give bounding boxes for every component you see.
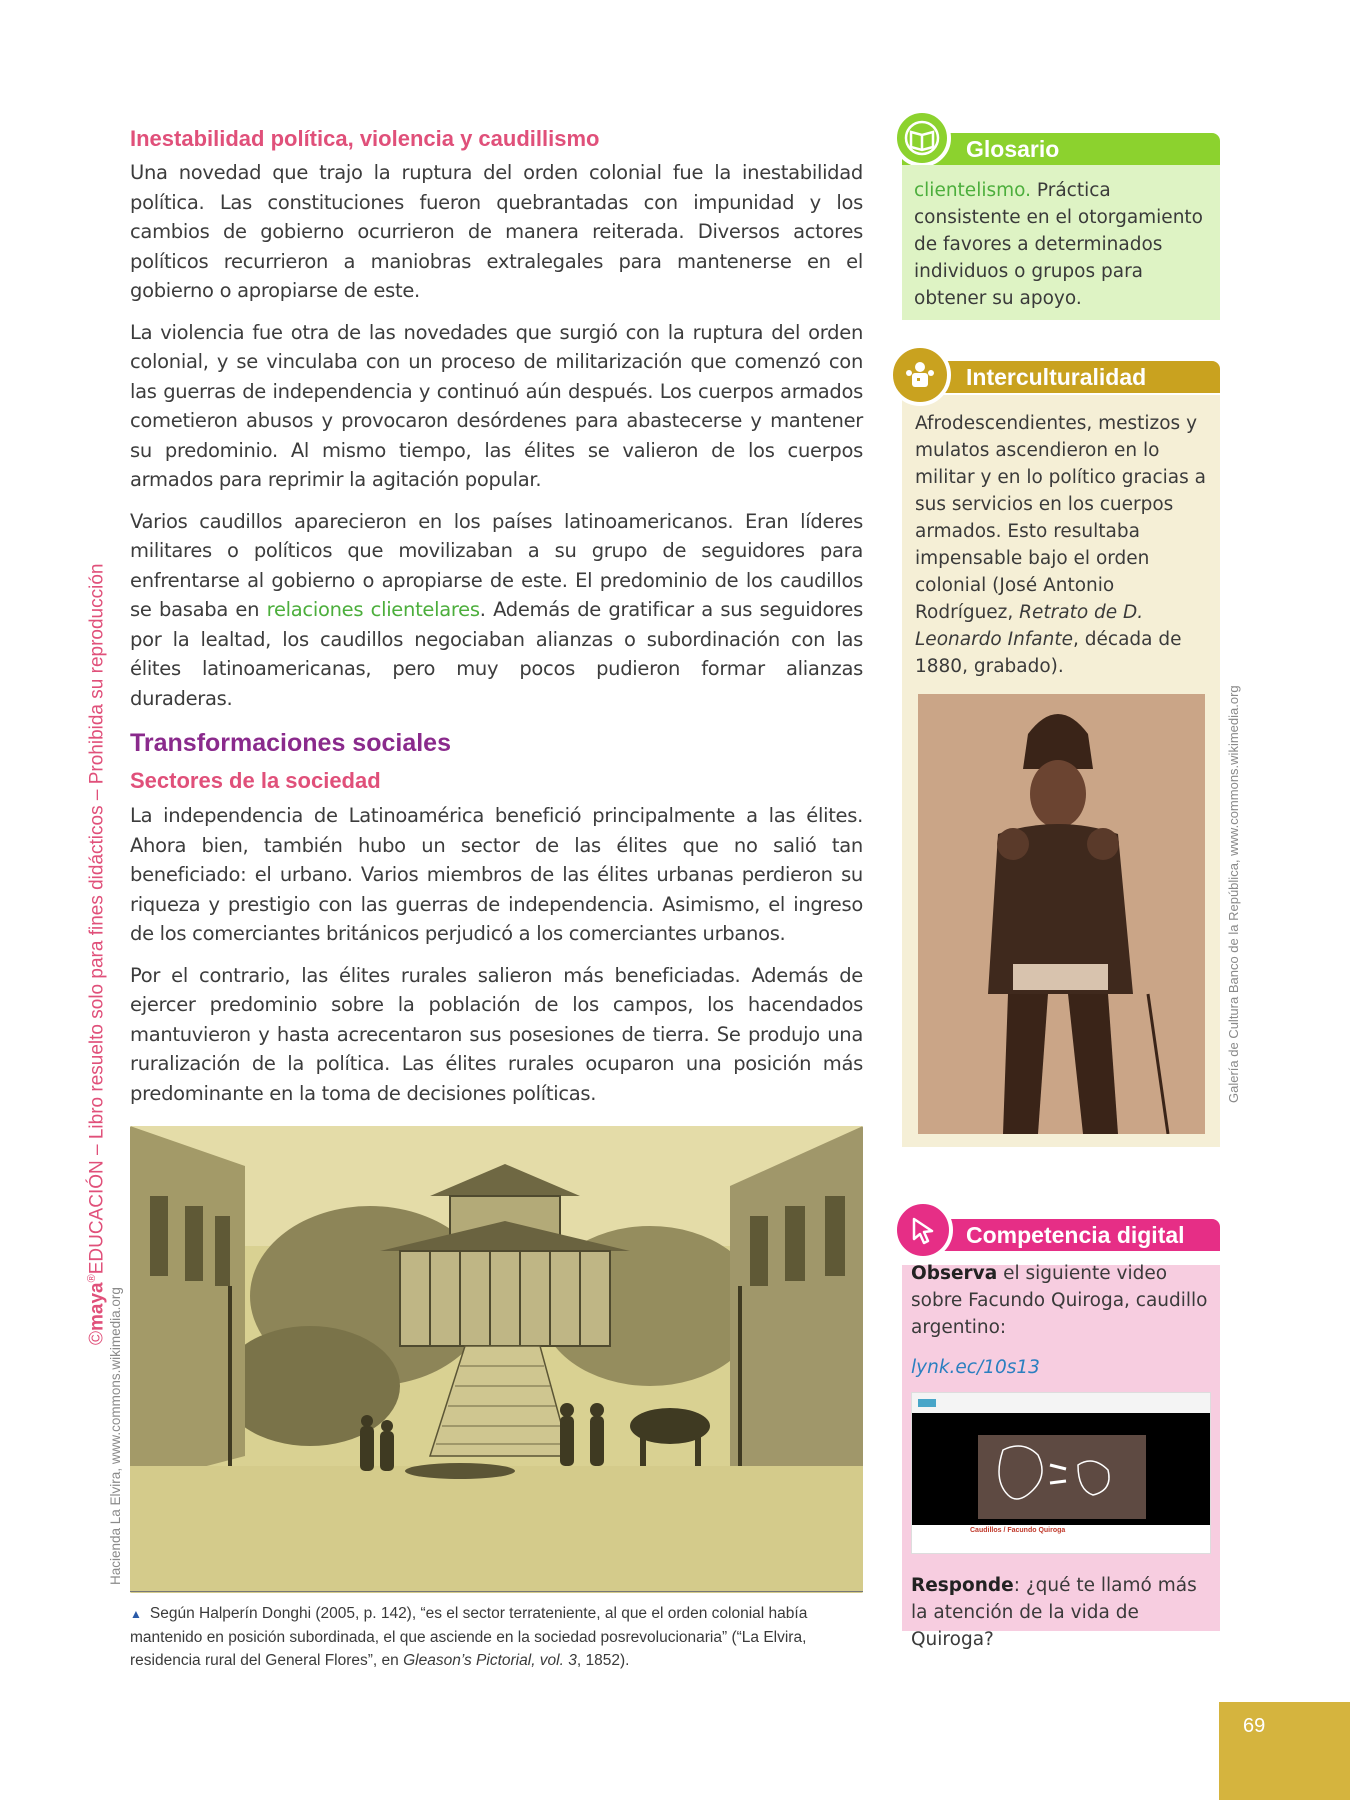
video-screenshot[interactable] [911, 1392, 1211, 1554]
paragraph: Varios caudillos aparecieron en los países latinoamericanos. Eran líderes militares o políticos que movilizaban a su grupo de seguidores para enfrentarse al gobierno o apropiarse de este. El predominio de los caudillos se basaba en relaciones clientelares. Además de gratificar a sus seguidores por la lealtad, los caudillos negociaban alianzas o subordinación con las élites latinoamericanas, pero muy pocos pudieron formar alianzas duraderas. [130, 509, 863, 710]
people-icon [889, 344, 951, 406]
paragraph: Por el contrario, las élites rurales salieron más beneficiadas. Además de ejercer predominio sobre la población de los campos, los hacendados mantuvieron y hasta acrecentaron sus posesiones de tierra. Se produjo una ruralización de la política. Las élites rurales ocuparon una posición más predominante en la toma de decisiones políticas. [130, 963, 863, 1105]
photo-credit: Hacienda La Elvira, www.commons.wikimedia.org [108, 1287, 123, 1585]
interculturalidad-text: Afrodescendientes, mestizos y mulatos ascendieron en lo militar y en lo político gracias a sus servicios en los cuerpos armados. Esto resultaba impensable bajo el orden colonial (José Antonio Rodríguez, Retrato de D. Leonardo Infante, década de 1880, grabado). [915, 413, 1206, 677]
competencia-title: Competencia digital [902, 1219, 1220, 1251]
video-link[interactable]: lynk.ec/10s13 [911, 1357, 1040, 1378]
page-number: 69 [1219, 1702, 1350, 1800]
glosario-entry: clientelismo. Práctica consistente en el otorgamiento de favores a determinados individuos o grupos para obtener su apoyo. [914, 180, 1203, 309]
competencia-instructions: Observa el siguiente video sobre Facundo Quiroga, caudillo argentino: [911, 1263, 1208, 1338]
paragraph: La violencia fue otra de las novedades que surgió con la ruptura del orden colonial, y se vinculaba con un proceso de militarización que comenzó con las guerras de independencia y continuó aún después. Los cuerpos armados cometieron abusos y provocaron desórdenes para abastecerse y mantener su predominio. Al mismo tiempo, las élites se valieron de los cuerpos armados para reprimir la agitación popular. [130, 320, 863, 491]
hacienda-engraving-image [130, 1126, 863, 1593]
portrait-credit: Galería de Cultura Banco de la República, www.commons.wikimedia.org [1226, 685, 1241, 1103]
video-title: Caudillos / Facundo Quiroga [970, 1527, 1066, 1534]
glosario-title: Glosario [902, 133, 1220, 165]
paragraph: La independencia de Latinoamérica benefició principalmente a las élites. Ahora bien, también hubo un sector de las élites que no salió tan beneficiado: el urbano. Varios miembros de las élites urbanas perdieron su riqueza y prestigio con las guerras de independencia. Asimismo, el ingreso de los comerciantes británicos perjudicó a los comerciantes urbanos. [130, 804, 863, 945]
subheading-sectores: Sectores de la sociedad [130, 768, 381, 793]
figure-caption: ▲ Según Halperín Donghi (2005, p. 142), “es el sector terrateniente, al que el orden colonial había mantenido en posición subordinada, el que asciende en la sociedad posrevolucionaria” (“La Elvira, residencia rural del General Flores”, en Gleason’s Pictorial, vol. 3, 1852). [130, 1605, 808, 1669]
section-heading-instability: Inestabilidad política, violencia y caudillismo [130, 126, 600, 151]
cursor-icon [893, 1200, 953, 1260]
book-icon [893, 109, 951, 167]
competencia-question: Responde: ¿qué te llamó más la atención de la vida de Quiroga? [911, 1575, 1197, 1650]
glossary-link-clientelares[interactable]: relaciones clientelares [266, 598, 480, 621]
copyright-notice: ©maya®EDUCACIÓN – Libro resuelto solo para fines didácticos – Prohibida su reproducción [86, 563, 108, 1345]
caption-rule [130, 1591, 863, 1592]
section-heading-transformaciones: Transformaciones sociales [130, 729, 451, 757]
paragraph: Una novedad que trajo la ruptura del orden colonial fue la inestabilidad política. Las constituciones fueron quebrantadas con impunidad y los cambios de gobierno ocurrieron de manera reiterada. Diversos actores políticos recurrieron a maniobras extralegales para mantenerse en el gobierno o apropiarse de este. [130, 161, 863, 302]
main-column [130, 125, 863, 1108]
interculturalidad-title: Interculturalidad [902, 361, 1220, 393]
portrait-leonardo-infante-image [918, 694, 1205, 1134]
caption-triangle-icon: ▲ [130, 1607, 142, 1621]
video-player[interactable] [978, 1435, 1146, 1519]
